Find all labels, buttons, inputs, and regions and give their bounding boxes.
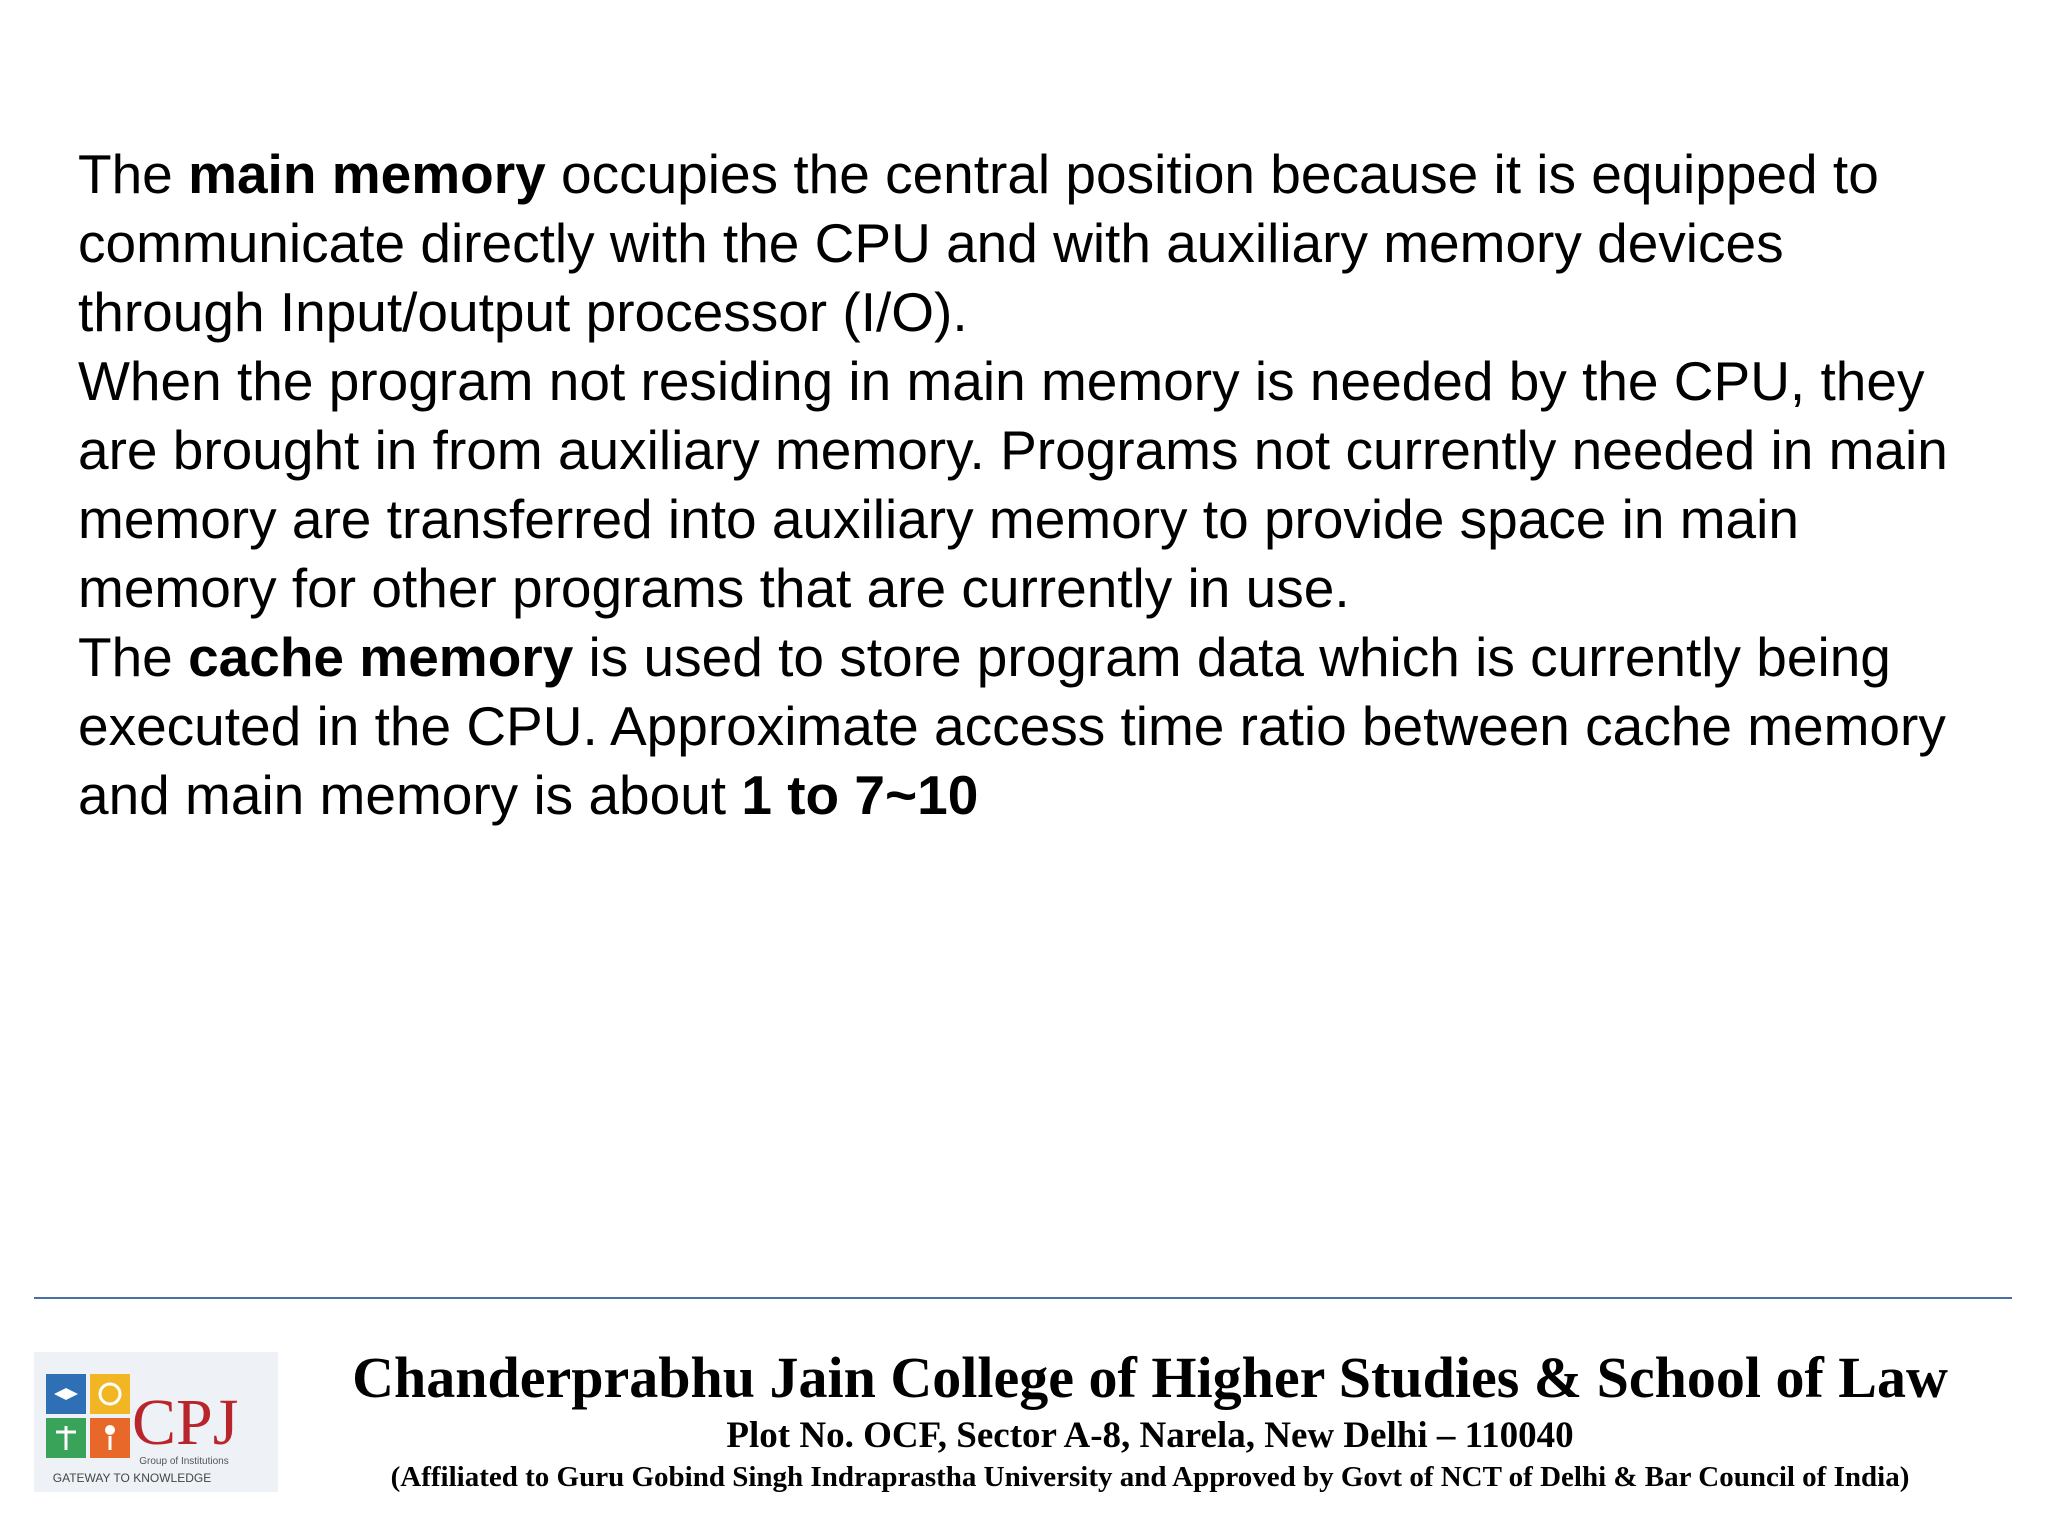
paragraph-auxiliary-memory (78, 347, 1978, 623)
logo-group-text: Group of Institutions (139, 1456, 229, 1467)
logo-letters: CPJ (132, 1386, 239, 1459)
footer-text (290, 1342, 2010, 1496)
college-name: Chanderprabhu Jain College of Higher Studies & School of Law (352, 1345, 1948, 1410)
text-segment: The (78, 626, 189, 688)
paragraph-cache-memory (78, 623, 1978, 830)
slide-body (78, 140, 1978, 830)
paragraph-main-memory (78, 140, 1978, 347)
term-cache-memory: cache memory (188, 626, 574, 688)
text-segment: occupies the central position because it is equipped to communicate directly with the CPU and with auxiliary memory devices through Input/output processor (I/O). (78, 143, 1879, 343)
college-address: Plot No. OCF, Sector A-8, Narela, New Delhi – 110040 (726, 1415, 1574, 1456)
text-segment: is used to store program data which is currently being executed in the CPU. Approximate access time ratio between cache memory and main memory is about (78, 626, 1946, 826)
logo-tagline: GATEWAY TO KNOWLEDGE (52, 1471, 212, 1485)
term-main-memory: main memory (188, 143, 546, 205)
footer-divider (34, 1297, 2012, 1299)
text-segment: When the program not residing in main memory is needed by the CPU, they are brought in from auxiliary memory. Programs not currently needed in main memory are transferred into auxiliary memory to provide space in main memory for other programs that are currently in use. (78, 350, 1948, 619)
college-affiliation: (Affiliated to Guru Gobind Singh Indraprastha University and Approved by Govt of NCT of Delhi & Bar Council of India) (390, 1461, 1910, 1493)
text-segment: The (78, 143, 189, 205)
access-time-ratio: 1 to 7~10 (741, 764, 979, 826)
cpj-logo-icon (34, 1352, 278, 1492)
